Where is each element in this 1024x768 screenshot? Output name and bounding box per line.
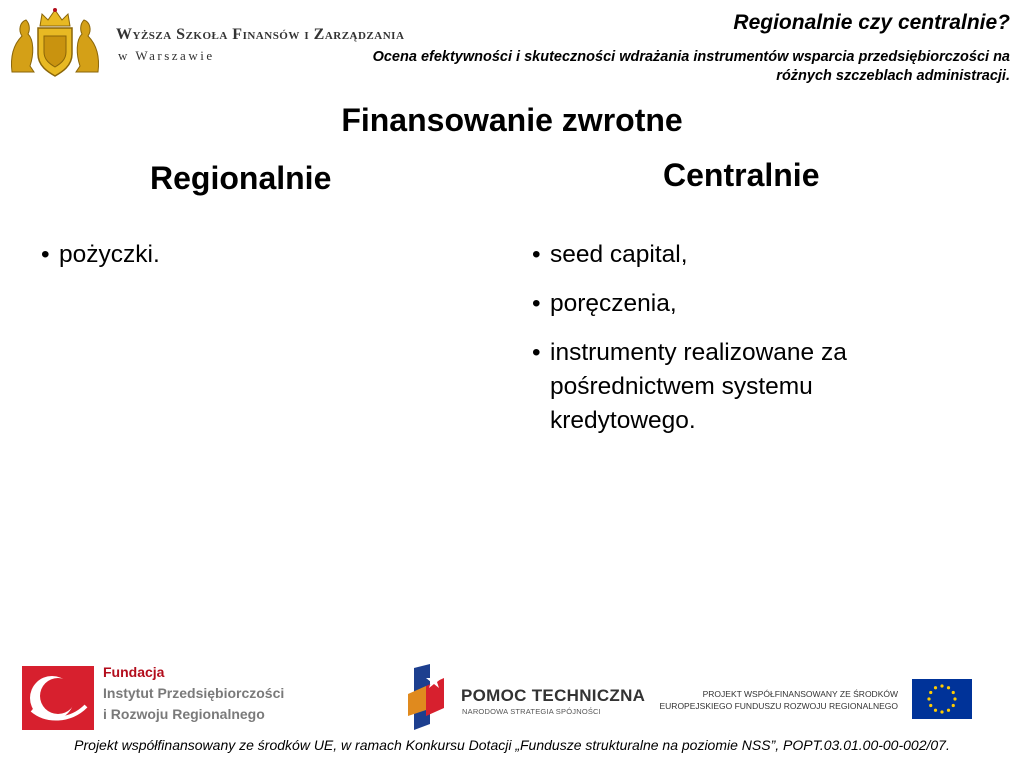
eu-star-icon (929, 691, 932, 694)
list-item: • poręczenia, (532, 287, 912, 321)
eu-star-icon (947, 686, 950, 689)
school-city: w Warszawie (118, 48, 215, 63)
list-item: • seed capital, (532, 238, 912, 272)
left-column-heading: Regionalnie (150, 160, 332, 196)
left-bullet-list (41, 238, 461, 287)
eu-cofinancing-text (660, 688, 899, 712)
eu-star-icon (934, 709, 937, 712)
right-column-heading: Centralnie (663, 157, 820, 193)
eu-star-icon (953, 697, 956, 700)
foundation-line-1: Fundacja (103, 664, 165, 680)
eu-flag-icon (912, 679, 972, 719)
slide-title: Finansowanie zwrotne (341, 102, 683, 138)
foundation-line-2: Instytut Przedsiębiorczości (103, 685, 285, 701)
eu-star-icon (934, 686, 937, 689)
eu-star-icon (952, 691, 955, 694)
eu-text-line-2: EUROPEJSKIEGO FUNDUSZU ROZWOJU REGIONALNEGO (659, 701, 898, 711)
eu-star-icon (952, 704, 955, 707)
pomoc-techniczna-logo-icon (404, 664, 452, 734)
pomoc-techniczna-subtitle: NARODOWA STRATEGIA SPÓJNOŚCI (462, 707, 601, 716)
header-title: Regionalnie czy centralnie? (733, 11, 1010, 34)
foundation-name (103, 662, 284, 725)
eu-star-icon (940, 710, 943, 713)
eu-star-icon (947, 709, 950, 712)
foundation-logo-icon (22, 666, 94, 730)
eu-star-icon (940, 684, 943, 687)
eu-star-icon (929, 704, 932, 707)
school-crest-icon (8, 6, 102, 78)
pomoc-techniczna-title: POMOC TECHNICZNA (461, 686, 646, 705)
footer-note: Projekt współfinansowany ze środków UE, w ramach Konkursu Dotacji „Fundusze strukturalne na poziomie NSS”, POPT.03.01.00-00-002/07. (74, 737, 950, 753)
foundation-line-3: i Rozwoju Regionalnego (103, 706, 265, 722)
right-bullet-list (532, 238, 912, 453)
eu-star-icon (927, 697, 930, 700)
list-item: • instrumenty realizowane za pośrednictwem systemu kredytowego. (532, 336, 912, 438)
list-item: • pożyczki. (41, 238, 461, 272)
school-name: Wyższa Szkoła Finansów i Zarządzania (116, 26, 405, 43)
header-subtitle: Ocena efektywności i skuteczności wdrażania instrumentów wsparcia przedsiębiorczości na różnych szczeblach administracji. (372, 49, 1010, 84)
eu-text-line-1: PROJEKT WSPÓŁFINANSOWANY ZE ŚRODKÓW (702, 689, 898, 699)
